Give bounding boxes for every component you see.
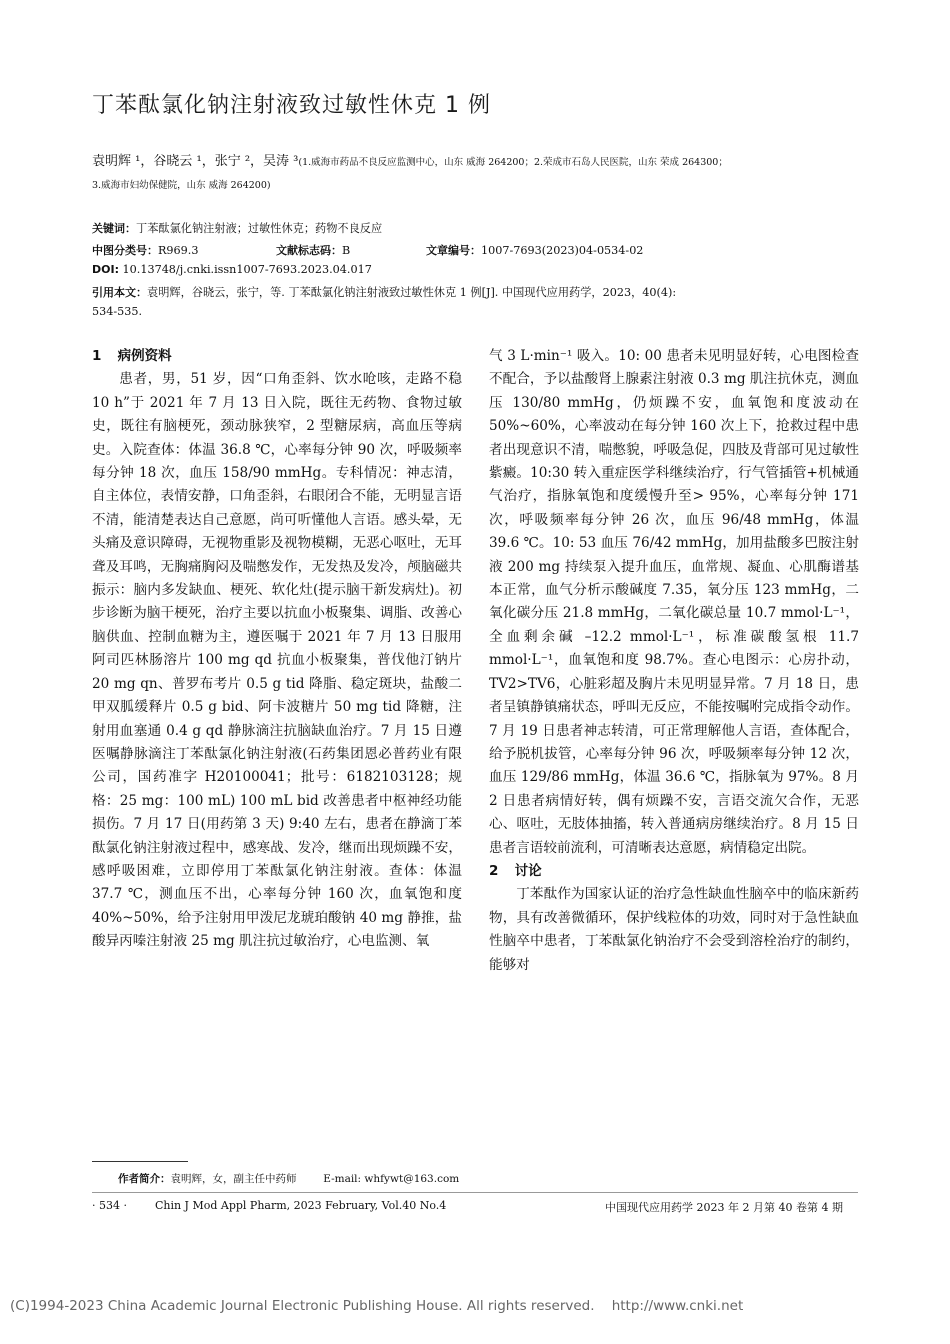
author-line [92, 150, 728, 169]
section-2-title: 讨论 [514, 862, 542, 879]
section-2-heading [489, 860, 859, 883]
discussion-paragraph: 丁苯酞作为国家认证的治疗急性缺血性脑卒中的临床新药物，具有改善微循环，保护线粒体的功效，同时对于急性缺血性脑卒中患者，丁苯酞氯化钠治疗不会受到溶栓治疗的制约，能够对 [489, 886, 859, 973]
footnote-label: 作者简介： [118, 1173, 171, 1185]
footer-journal-english: · 534 · Chin J Mod Appl Pharm, 2023 February, Vol.40 No.4 [92, 1199, 447, 1212]
citation-line [92, 284, 676, 300]
doi-label: DOI: [92, 263, 119, 276]
section-1-number: 1 [92, 348, 102, 364]
affiliation-line-2: 3.威海市妇幼保健院，山东 威海 264200) [92, 180, 271, 191]
section-1-title: 病例资料 [117, 348, 172, 364]
case-paragraph-continued: 气 3 L·min⁻¹ 吸入。10: 00 患者未见明显好转，心电图检查不配合，予以盐酸肾上腺素注射液 0.3 mg 肌注抗休克，测血压 130/80 mmHg，仍烦躁不安，血氧饱和度波动在 50%~60%，心率波动在每分钟 160 次上下，抢救过程中患者出现意识不清，喘憋貌，呼吸急促，四肢及背部可见过敏性紫癜。10:30 转入重症医学科继续治疗，行气管插管+机械通气治疗，指脉氧饱和度缓慢升至> 95%，心率每分钟 171 次，呼吸频率每分钟 26 次，血压 96/48 mmHg，体温 39.6 ℃。10: 53 血压 76/42 mmHg，加用盐酸多巴胺注射液 200 mg 持续泵入提升血压，血常规、凝血、心肌酶谱基本正常，血气分析示酸碱度 7.35，氧分压 123 mmHg，二氧化碳分压 21.8 mmHg，二氧化碳总量 10.7 mmol·L⁻¹，全血剩余碱 –12.2 mmol·L⁻¹，标准碳酸氢根 11.7 mmol·L⁻¹，血氧饱和度 98.7%。查心电图示：心房扑动，TV2>TV6，心脏彩超及胸片未见明显异常。7 月 18 日，患者呈镇静镇痛状态，呼叫无反应，不能按嘱咐完成指令动作。7 月 19 日患者神志转清，可正常理解他人言语，查体配合，给予脱机拔管，心率每分钟 96 次，呼吸频率每分钟 12 次，血压 129/86 mmHg，体温 36.6 ℃，指脉氧为 97%。8 月 2 日患者病情好转，偶有烦躁不安，言语交流欠合作，无恶心、呕吐，无肢体抽搐，转入普通病房继续治疗。8 月 15 日患者言语较前流利，可清晰表达意愿，病情稳定出院。 [489, 348, 859, 856]
article-number-line [426, 242, 643, 258]
doi-value[interactable]: 10.13748/j.cnki.issn1007-7693.2023.04.017 [122, 263, 372, 276]
footnote-email[interactable]: E-mail: whfywt@163.com [323, 1173, 460, 1185]
footnote-divider [92, 1161, 188, 1162]
doc-code-line [276, 242, 350, 258]
author-names: 袁明辉 ¹，谷晓云 ¹，张宁 ²，吴涛 ³ [92, 154, 299, 169]
footnote-text: 袁明辉，女，副主任中药师 [170, 1173, 297, 1185]
citation-text-continued: 534-535. [92, 305, 143, 318]
clc-value: R969.3 [158, 244, 199, 257]
citation-label: 引用本文： [92, 286, 147, 299]
section-2-number: 2 [489, 862, 499, 879]
citation-text: 袁明辉，谷晓云，张宁，等. 丁苯酞氯化钠注射液致过敏性休克 1 例[J]. 中国现代应用药学，2023，40(4): [147, 286, 677, 299]
section-1-heading [92, 345, 462, 368]
article-number-value: 1007-7693(2023)04-0534-02 [481, 244, 644, 257]
keywords: 丁苯酞氯化钠注射液；过敏性休克；药物不良反应 [136, 222, 383, 235]
keywords-label: 关键词： [92, 222, 136, 235]
classification-line [92, 242, 198, 258]
doc-code-label: 文献标志码： [276, 244, 342, 257]
doi-line [92, 263, 372, 276]
case-paragraph: 患者，男，51 岁，因“口角歪斜、饮水呛咳，走路不稳 10 h”于 2021 年 7 月 13 日入院，既往无药物、食物过敏史，既往有脑梗死，颈动脉狭窄，2 型糖尿病，高血压等病史。入院查体：体温 36.8 ℃，心率每分钟 90 次，呼吸频率每分钟 18 次，血压 158/90 mmHg。专科情况：神志清，自主体位，表情安静，口角歪斜，右眼闭合不能，无明显言语不清，能清楚表达自己意愿，尚可听懂他人言语。感头晕，无头痛及意识障碍，无视物重影及视物模糊，无恶心呕吐，无耳聋及耳鸣，无胸痛胸闷及喘憋发作，无发热及发冷，颅脑磁共振示：脑内多发缺血、梗死、软化灶(提示脑干新发病灶)。初步诊断为脑干梗死，治疗主要以抗血小板聚集、调脂、改善心脑供血、控制血糖为主，遵医嘱于 2021 年 7 月 13 日服用阿司匹林肠溶片 100 mg qd 抗血小板聚集，普伐他汀钠片 20 mg qn、普罗布考片 0.5 g tid 降脂、稳定斑块，盐酸二甲双胍缓释片 0.5 g bid、阿卡波糖片 50 mg tid 降糖，注射用血塞通 0.4 g qd 静脉滴注抗脑缺血治疗。7 月 15 日遵医嘱静脉滴注丁苯酞氯化钠注射液(石药集团恩必普药业有限公司，国药准字 H20100041；批号：6182103128；规格：25 mg：100 mL) 100 mL bid 改善患者中枢神经功能损伤。7 月 17 日(用药第 3 天) 9:40 左右，患者在静滴丁苯酞氯化钠注射液过程中，感寒战、发冷，继而出现烦躁不安，感呼吸困难，立即停用丁苯酞氯化钠注射液。查体：体温 37.7 ℃，测血压不出，心率每分钟 160 次，血氧饱和度 40%~50%，给予注射用甲泼尼龙琥珀酸钠 40 mg 静推，盐酸异丙嗪注射液 25 mg 肌注抗过敏治疗，心电监测、氧 [92, 371, 462, 950]
right-column [489, 345, 859, 977]
doc-code-value: B [342, 244, 351, 257]
article-number-label: 文章编号： [426, 244, 481, 257]
clc-label: 中图分类号： [92, 244, 158, 257]
footer-journal-chinese: 中国现代应用药学 2023 年 2 月第 40 卷第 4 期 [605, 1201, 843, 1214]
left-column [92, 345, 462, 954]
keywords-line [92, 220, 382, 236]
article-title: 丁苯酞氯化钠注射液致过敏性休克 1 例 [92, 93, 491, 118]
affiliation-line-1: (1.威海市药品不良反应监测中心，山东 威海 264200；2.荣成市石岛人民医院，山东 荣成 264300； [298, 157, 728, 168]
author-footnote [118, 1171, 459, 1186]
footer-divider [92, 1192, 858, 1193]
copyright-notice: (C)1994-2023 China Academic Journal Electronic Publishing House. All rights reserved. http://www.cnki.net [10, 1298, 744, 1314]
